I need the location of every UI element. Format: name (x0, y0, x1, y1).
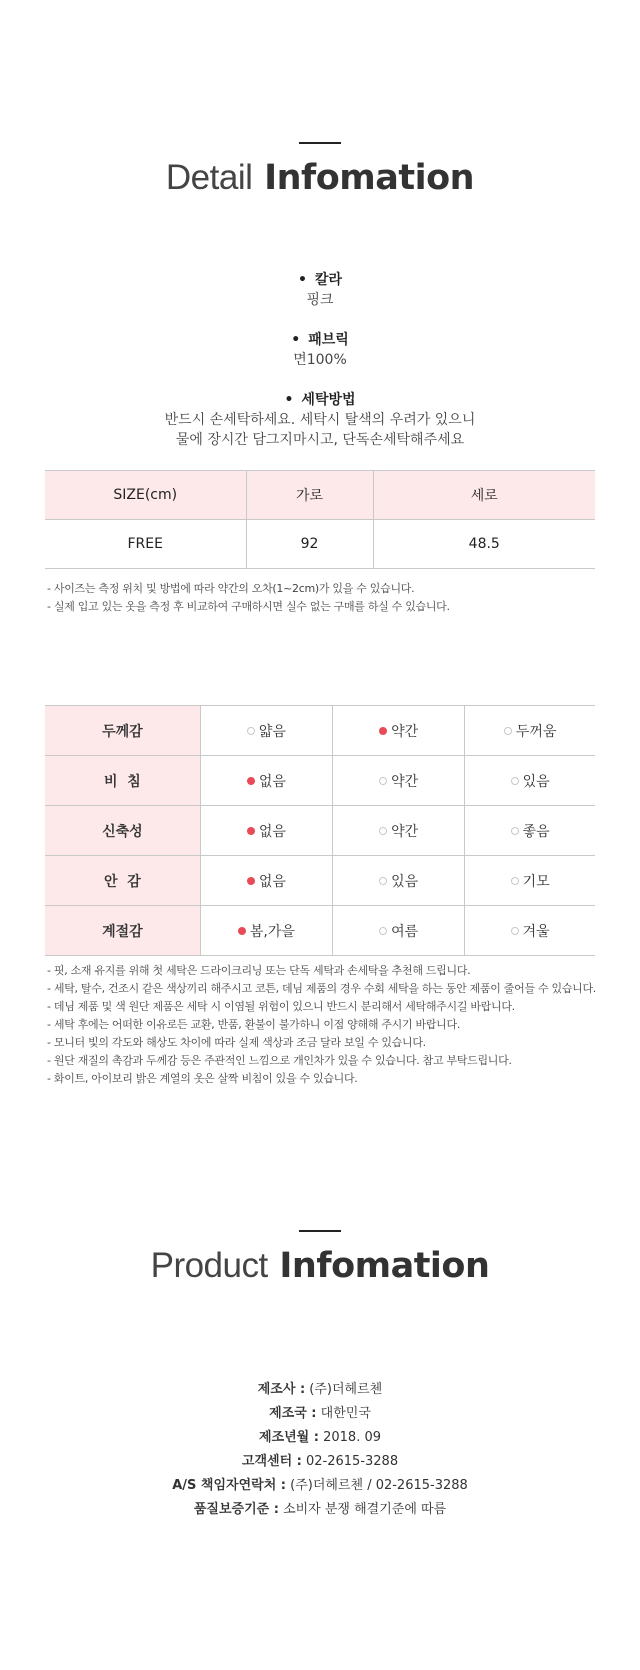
feel-option (247, 721, 286, 741)
radio-empty-icon (379, 877, 387, 885)
product-info-key: 제조사 : (257, 1382, 306, 1397)
product-info-key: 제조국 : (269, 1406, 317, 1421)
feel-option-label: 없음 (258, 773, 286, 790)
feel-row-label: 신축성 (45, 806, 200, 856)
product-heading-light: Product (150, 1246, 268, 1285)
radio-empty-icon (379, 827, 387, 835)
radio-selected-icon (379, 727, 387, 735)
size-table (45, 470, 595, 569)
info-item (0, 390, 640, 450)
product-info-value: (주)더헤르첸 / 02-2615-3288 (290, 1478, 468, 1493)
radio-empty-icon (511, 777, 519, 785)
info-item (0, 330, 640, 370)
feel-option-cell (465, 856, 595, 906)
feel-option-cell (333, 706, 465, 756)
care-notes (47, 962, 607, 1088)
info-label-text: 칼라 (314, 272, 342, 288)
heading-divider (299, 1230, 341, 1232)
radio-empty-icon (511, 877, 519, 885)
feel-row-label: 안 감 (45, 856, 200, 906)
feel-option-label: 여름 (391, 923, 419, 940)
radio-empty-icon (247, 727, 255, 735)
product-info-row (0, 1402, 640, 1426)
feel-option-label: 약간 (391, 723, 419, 740)
feel-option-cell (465, 906, 595, 956)
info-label-text: 패브릭 (308, 332, 349, 348)
size-notes (47, 580, 607, 616)
detail-heading-light: Detail (165, 158, 253, 197)
radio-empty-icon (379, 777, 387, 785)
care-note: - 세탁 후에는 어떠한 이유로든 교환, 반품, 환불이 불가하니 이점 양해해 주시기 바랍니다. (47, 1018, 461, 1031)
product-info-row (0, 1450, 640, 1474)
radio-empty-icon (504, 727, 512, 735)
product-section-header (0, 1230, 640, 1288)
product-info-key: 품질보증기준 : (193, 1502, 279, 1517)
radio-selected-icon (247, 827, 255, 835)
product-heading (0, 1244, 640, 1288)
feel-option-label: 있음 (522, 773, 550, 790)
feel-option (504, 721, 557, 741)
radio-empty-icon (511, 827, 519, 835)
bullet-icon: • (297, 272, 307, 288)
radio-selected-icon (247, 777, 255, 785)
feel-option (511, 771, 550, 791)
care-note: - 세탁, 탈수, 건조시 같은 색상끼리 해주시고 코튼, 데님 제품의 경우 수회 세탁을 하는 동안 제품이 줄어들 수 있습니다. (47, 982, 596, 995)
product-info-row (0, 1426, 640, 1450)
product-info-value: 대한민국 (320, 1406, 371, 1421)
feel-option (379, 871, 418, 891)
detail-heading (0, 156, 640, 200)
detail-heading-bold: Infomation (264, 158, 475, 198)
product-info-value: 2018. 09 (323, 1430, 381, 1445)
feel-option (511, 921, 550, 941)
care-note: - 핏, 소재 유지를 위해 첫 세탁은 드라이크리닝 또는 단독 세탁과 손세탁을 추천해 드립니다. (47, 964, 471, 977)
info-item (0, 270, 640, 310)
product-info-key: 제조년월 : (259, 1430, 319, 1445)
detail-info-list (0, 270, 640, 470)
feel-option-cell (333, 756, 465, 806)
info-label (0, 390, 640, 410)
feel-option-label: 좋음 (522, 823, 550, 840)
radio-selected-icon (238, 927, 246, 935)
size-header-width: 가로 (246, 471, 373, 520)
feel-option-cell (200, 706, 332, 756)
radio-empty-icon (511, 927, 519, 935)
feel-row-label: 계절감 (45, 906, 200, 956)
feel-option-cell (200, 856, 332, 906)
product-info-list (0, 1378, 640, 1522)
table-row (45, 520, 595, 569)
radio-selected-icon (247, 877, 255, 885)
product-info-row (0, 1378, 640, 1402)
feel-option-label: 없음 (258, 823, 286, 840)
width-cell: 92 (246, 520, 373, 569)
heading-divider (299, 142, 341, 144)
table-row (45, 806, 595, 856)
table-row (45, 706, 595, 756)
feel-option (379, 921, 418, 941)
size-cell: FREE (45, 520, 246, 569)
care-note: - 화이트, 아이보리 밝은 계열의 옷은 살짝 비침이 있을 수 있습니다. (47, 1072, 358, 1085)
feel-option-cell (200, 906, 332, 956)
info-label-text: 세탁방법 (301, 392, 356, 408)
product-info-value: (주)더헤르첸 (309, 1382, 383, 1397)
size-note: - 사이즈는 측정 위치 및 방법에 따라 약간의 오차(1~2cm)가 있을 수 있습니다. (47, 582, 415, 595)
care-note: - 원단 재질의 촉감과 두께감 등은 주관적인 느낌으로 개인차가 있을 수 있습니다. 참고 부탁드립니다. (47, 1054, 512, 1067)
bullet-icon: • (291, 332, 301, 348)
info-value: 반드시 손세탁하세요. 세탁시 탈색의 우려가 있으니 (164, 412, 476, 428)
product-heading-bold: Infomation (279, 1246, 490, 1286)
product-info-key: 고객센터 : (241, 1454, 302, 1469)
feel-option-cell (465, 706, 595, 756)
product-info-value: 02-2615-3288 (306, 1454, 399, 1469)
length-cell: 48.5 (373, 520, 595, 569)
table-row (45, 856, 595, 906)
table-row (45, 756, 595, 806)
feel-option (379, 821, 418, 841)
feel-option-cell (333, 806, 465, 856)
size-header-length: 세로 (373, 471, 595, 520)
feel-option-cell (465, 806, 595, 856)
feel-option (511, 821, 550, 841)
detail-section-header (0, 142, 640, 200)
care-note: - 모니터 빛의 각도와 해상도 차이에 따라 실제 색상과 조금 달라 보일 수 있습니다. (47, 1036, 426, 1049)
feel-option-label: 약간 (391, 773, 419, 790)
feel-option (379, 721, 418, 741)
product-info-value: 소비자 분쟁 해결기준에 따름 (283, 1502, 447, 1517)
size-header-size: SIZE(cm) (45, 471, 246, 520)
feel-option-cell (200, 806, 332, 856)
size-table-header-row (45, 471, 595, 520)
product-info-row (0, 1498, 640, 1522)
info-value: 면100% (293, 352, 347, 368)
feel-option (238, 921, 295, 941)
feel-option (247, 871, 286, 891)
feel-option-label: 기모 (522, 873, 550, 890)
info-label (0, 330, 640, 350)
feel-option-cell (200, 756, 332, 806)
feel-option-label: 봄,가을 (249, 923, 295, 940)
feel-option-label: 두꺼움 (515, 723, 557, 740)
feel-option-label: 겨울 (522, 923, 550, 940)
feel-row-label: 비 침 (45, 756, 200, 806)
product-info-row (0, 1474, 640, 1498)
feel-option (511, 871, 550, 891)
care-note: - 데님 제품 및 색 원단 제품은 세탁 시 이염될 위험이 있으니 반드시 분리해서 세탁해주시길 바랍니다. (47, 1000, 515, 1013)
radio-empty-icon (379, 927, 387, 935)
product-info-key: A/S 책임자연락처 : (172, 1478, 286, 1493)
feel-option-label: 약간 (391, 823, 419, 840)
feel-option (379, 771, 418, 791)
feel-option-label: 있음 (391, 873, 419, 890)
feel-row-label: 두께감 (45, 706, 200, 756)
feel-option (247, 821, 286, 841)
feel-option (247, 771, 286, 791)
fabric-feel-table (45, 705, 595, 956)
feel-option-label: 없음 (258, 873, 286, 890)
info-label (0, 270, 640, 290)
feel-option-cell (333, 856, 465, 906)
bullet-icon: • (284, 392, 294, 408)
feel-option-cell (465, 756, 595, 806)
size-note: - 실제 입고 있는 옷을 측정 후 비교하여 구매하시면 실수 없는 구매를 하실 수 있습니다. (47, 600, 450, 613)
feel-option-cell (333, 906, 465, 956)
feel-option-label: 얇음 (258, 723, 286, 740)
info-value: 물에 장시간 담그지마시고, 단독손세탁해주세요 (175, 432, 465, 448)
table-row (45, 906, 595, 956)
info-value: 핑크 (306, 292, 334, 308)
